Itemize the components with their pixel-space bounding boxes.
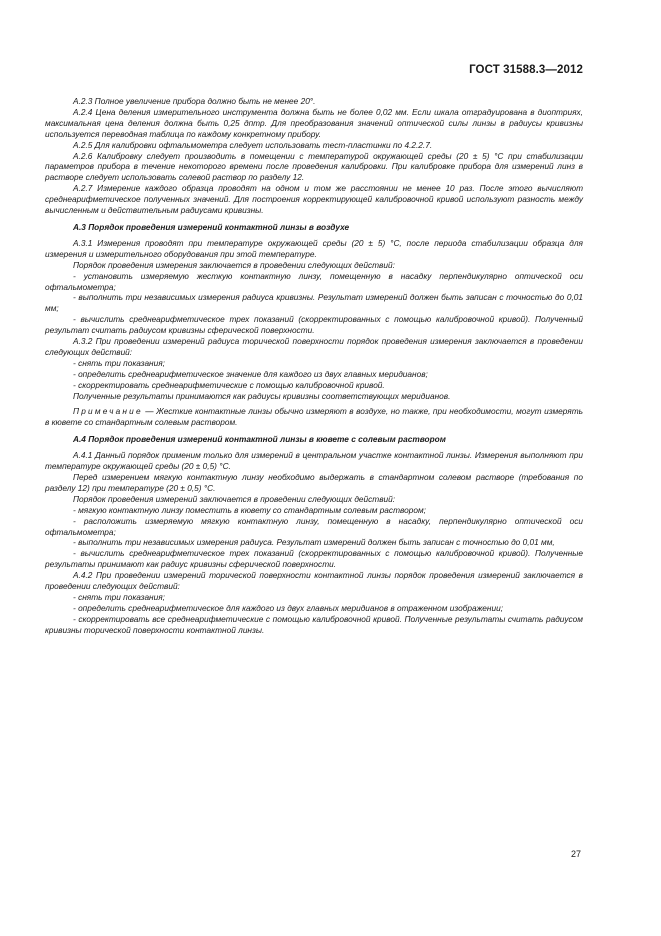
clause-a-4-2: А.4.2 При проведении измерений торической поверхности контактной линзы порядок проведения измерений заключается в проведении следующих действий: <box>45 570 583 592</box>
list-item: - определить среднеарифметическое значение для каждого из двух главных меридианов; <box>73 368 428 379</box>
clause-a-3-1: А.3.1 Измерения проводят при температуре окружающей среды (20 ± 5) °С, после периода стабилизации образца для измерения и измерительного оборудования при этой температуре. <box>45 237 583 259</box>
clause-a-2-7: А.2.7 Измерение каждого образца проводят на одном и том же расстоянии не менее 10 раз. После этого вычисляют среднеарифметическое полученных значений. Для построения корректирующей калибровочной кривой используют разность между вычисленным и действительным радиусами кривизны. <box>45 183 583 216</box>
result-statement: Полученные результаты принимаются как радиусы кривизны соответствующих меридианов. <box>73 390 451 401</box>
list-item: - скорректировать среднеарифметические с помощью калибровочной кривой. <box>73 379 385 390</box>
list-item: - вычислить среднеарифметическое трех показаний (скорректированных с помощью калибровочной кривой). Полученные результаты принимают как радиус кривизны сферической поверхности. <box>45 548 583 570</box>
clause-a-2-4: А.2.4 Цена деления измерительного инструмента должна быть не более 0,02 мм. Если шкала отградуирована в диоптриях, максимальная цена деления должна быть 0,25 дптр. Для преобразования значений оптической силы линзы в радиусы кривизны используется переводная таблица по каждому конкретному прибору. <box>45 106 583 139</box>
section-heading-a-3: А.3 Порядок проведения измерений контактной линзы в воздухе <box>73 221 350 232</box>
note-text: — Жесткие контактные линзы обычно измеряют в воздухе, но также, при необходимости, могут измерять в кювете со стандартным солевым раствором. <box>45 406 583 428</box>
clause-a-2-3: А.2.3 Полное увеличение прибора должно быть не менее 20°. <box>73 96 316 106</box>
note-label: Примечание <box>73 406 143 417</box>
clause-a-2-5: А.2.5 Для калибровки офтальмометра следует использовать тест-пластинки по 4.2.2.7. <box>73 139 433 150</box>
preparation-statement: Перед измерением мягкую контактную линзу необходимо выдержать в стандартном солевом растворе (требования по разделу 12) при температуре (20 ± 0,5) °С. <box>45 472 583 493</box>
list-item: - снять три показания; <box>73 591 165 602</box>
list-item: - расположить измеряемую мягкую контактную линзу, помещенную в насадку, перпендикулярно оптической оси офтальмометра; <box>45 515 583 537</box>
list-item: - вычислить среднеарифметическое трех показаний (скорректированных с помощью калибровочной кривой). Полученный результат считать радиусом кривизны сферической поверхности. <box>45 314 583 336</box>
note <box>45 406 583 428</box>
list-item: - скорректировать все среднеарифметические с помощью калибровочной кривой. Полученные результаты считать радиусом кривизны торической поверхности контактной линзы. <box>45 613 583 635</box>
procedure-intro: Порядок проведения измерений заключается в проведении следующих действий: <box>73 493 396 504</box>
clause-a-3-2: А.3.2 При проведении измерений радиуса торической поверхности порядок проведения измерения заключается в проведении следующих действий: <box>45 336 583 357</box>
page-number: 27 <box>570 849 581 859</box>
clause-a-4-1: А.4.1 Данный порядок применим только для измерений в центральном участке контактной линзы. Измерения выполняют при температуре окружающей среды (20 ± 0,5) °С. <box>45 450 583 472</box>
procedure-intro: Порядок проведения измерения заключается в проведении следующих действий: <box>73 259 395 270</box>
list-item: - мягкую контактную линзу поместить в кювету со стандартным солевым раствором; <box>73 504 426 515</box>
list-item: - определить среднеарифметическое для каждого из двух главных меридианов в отраженном изображении; <box>73 602 504 613</box>
clause-a-2-6: А.2.6 Калибровку следует производить в помещении с температурой окружающей среды (20 ± 5) °С при стабилизации параметров прибора в течение некоторого времени после проведения калибровки. При калибровке прибора для измерений линз в растворе следует использовать солевой раствор по разделу 12. <box>45 150 583 183</box>
document-body <box>45 96 583 636</box>
list-item: - снять три показания; <box>73 357 165 368</box>
section-heading-a-4: А.4 Порядок проведения измерений контактной линзы в кювете с солевым раствором <box>73 434 446 445</box>
standard-header: ГОСТ 31588.3—2012 <box>469 64 583 76</box>
list-item: - выполнить три независимых измерения радиуса кривизны. Результат измерений должен быть записан с точностью до 0,01 мм; <box>45 292 583 314</box>
list-item: - выполнить три независимых измерения радиуса. Результат измерений должен быть записан с точностью до 0,01 мм, <box>73 537 555 548</box>
list-item: - установить измеряемую жесткую контактную линзу, помещенную в насадку перпендикулярно оптической оси офтальмометра; <box>45 270 583 292</box>
